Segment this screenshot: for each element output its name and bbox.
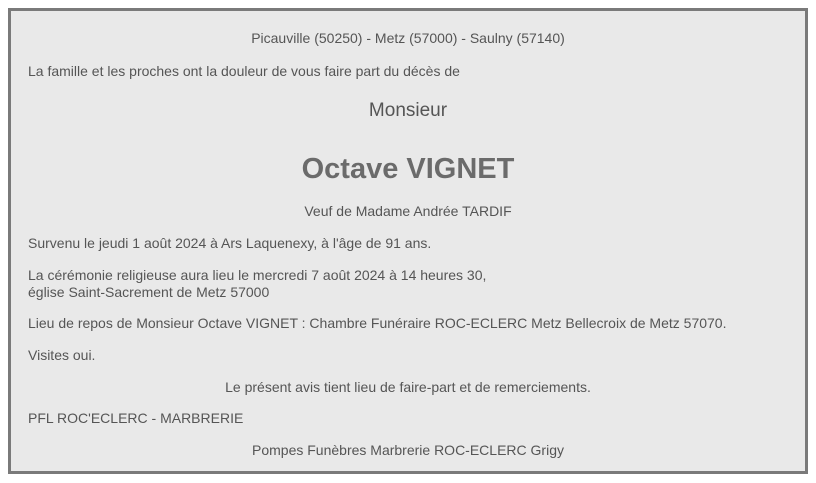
obituary-notice xyxy=(8,8,808,474)
civility-title: Monsieur xyxy=(368,100,448,121)
death-details: Survenu le jeudi 1 août 2024 à Ars Laquenexy, à l'âge de 91 ans. xyxy=(28,235,432,251)
resting-place: Lieu de repos de Monsieur Octave VIGNET : Chambre Funéraire ROC-ECLERC Metz Bellecroix de Metz 57070. xyxy=(28,315,727,331)
ceremony-line-2: église Saint-Sacrement de Metz 57000 xyxy=(28,284,270,300)
spouse-line: Veuf de Madame Andrée TARDIF xyxy=(304,203,512,219)
deceased-name: Octave VIGNET xyxy=(301,153,515,185)
places-line: Picauville (50250) - Metz (57000) - Saulny (57140) xyxy=(251,30,565,46)
notice-statement: Le présent avis tient lieu de faire-part et de remerciements. xyxy=(225,379,591,395)
visits-line: Visites oui. xyxy=(28,347,96,363)
intro-text: La famille et les proches ont la douleur de vous faire part du décès de xyxy=(28,63,460,79)
signature-line: Pompes Funèbres Marbrerie ROC-ECLERC Grigy xyxy=(252,442,564,458)
ceremony-line-1: La cérémonie religieuse aura lieu le mercredi 7 août 2024 à 14 heures 30, xyxy=(28,267,487,283)
funeral-company: PFL ROC'ECLERC - MARBRERIE xyxy=(28,410,244,426)
